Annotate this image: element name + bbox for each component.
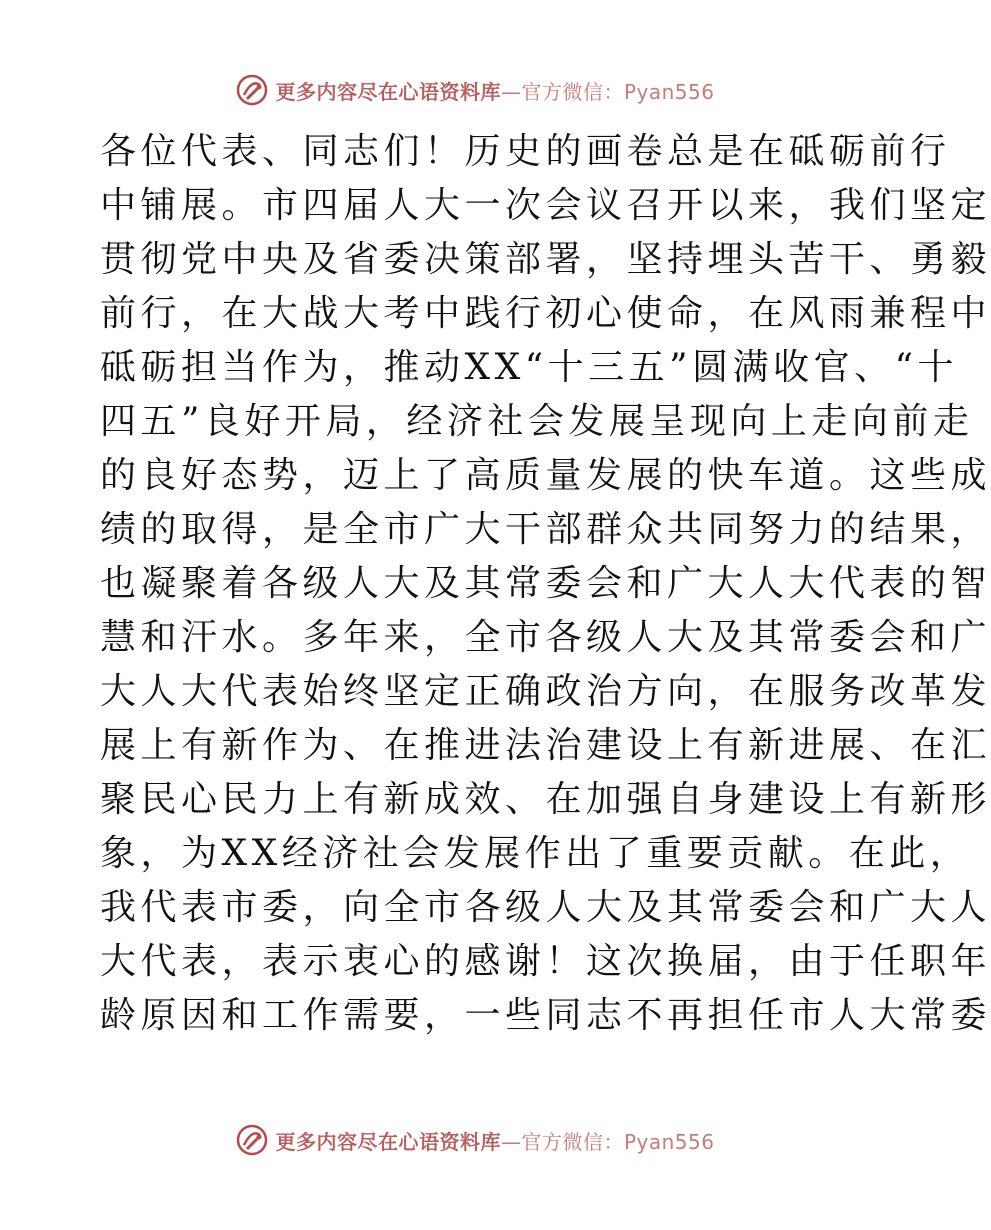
body-line: 聚民心民力上有新成效、在加强自身建设上有新形 [100,779,991,820]
watermark-brand [235,1123,714,1157]
body-line: 的良好态势，迈上了高质量发展的快车道。这些成 [100,455,991,496]
watermark-rest-text: —官方微信：Pyan556 [500,1129,715,1154]
body-line: 四五”良好开局，经济社会发展呈现向上走向前走 [100,401,974,442]
body-line: 中铺展。市四届人大一次会议召开以来，我们坚定 [100,185,991,226]
body-line: 贯彻党中央及省委决策部署，坚持埋头苦干、勇毅 [100,239,991,280]
body-line: 展上有新作为、在推进法治建设上有新进展、在汇 [100,725,991,766]
body-line: 我代表市委，向全市各级人大及其常委会和广大人 [100,887,991,928]
document-body [100,125,991,1105]
body-line: 也凝聚着各级人大及其常委会和广大人大代表的智 [100,563,991,604]
body-line: 各位代表、同志们！历史的画卷总是在砥砺前行 [100,131,951,172]
body-line: 象，为XX经济社会发展作出了重要贡献。在此， [100,833,971,874]
watermark-text [275,76,714,105]
watermark-brand [235,73,714,107]
body-line: 龄原因和工作需要，一些同志不再担任市人大常委 [100,995,991,1036]
body-line: 大代表，表示衷心的感谢！这次换届，由于任职年 [100,941,991,982]
watermark-text [275,1126,714,1155]
body-line: 绩的取得，是全市广大干部群众共同努力的结果， [100,509,991,550]
body-line: 砥砺担当作为，推动XX“十三五”圆满收官、“十 [100,347,958,388]
watermark-bold-text: 更多内容尽在心语资料库 [275,79,501,104]
body-line: 前行，在大战大考中践行初心使命，在风雨兼程中 [100,293,991,334]
body-line: 大人大代表始终坚定正确政治方向，在服务改革发 [100,671,991,712]
watermark-bold-text: 更多内容尽在心语资料库 [275,1129,501,1154]
watermark-rest-text: —官方微信：Pyan556 [500,79,715,104]
body-line: 慧和汗水。多年来，全市各级人大及其常委会和广 [100,617,991,658]
header-watermark [0,70,950,110]
footer-watermark [0,1120,950,1160]
brand-logo-icon [235,73,269,107]
brand-logo-icon [235,1123,269,1157]
